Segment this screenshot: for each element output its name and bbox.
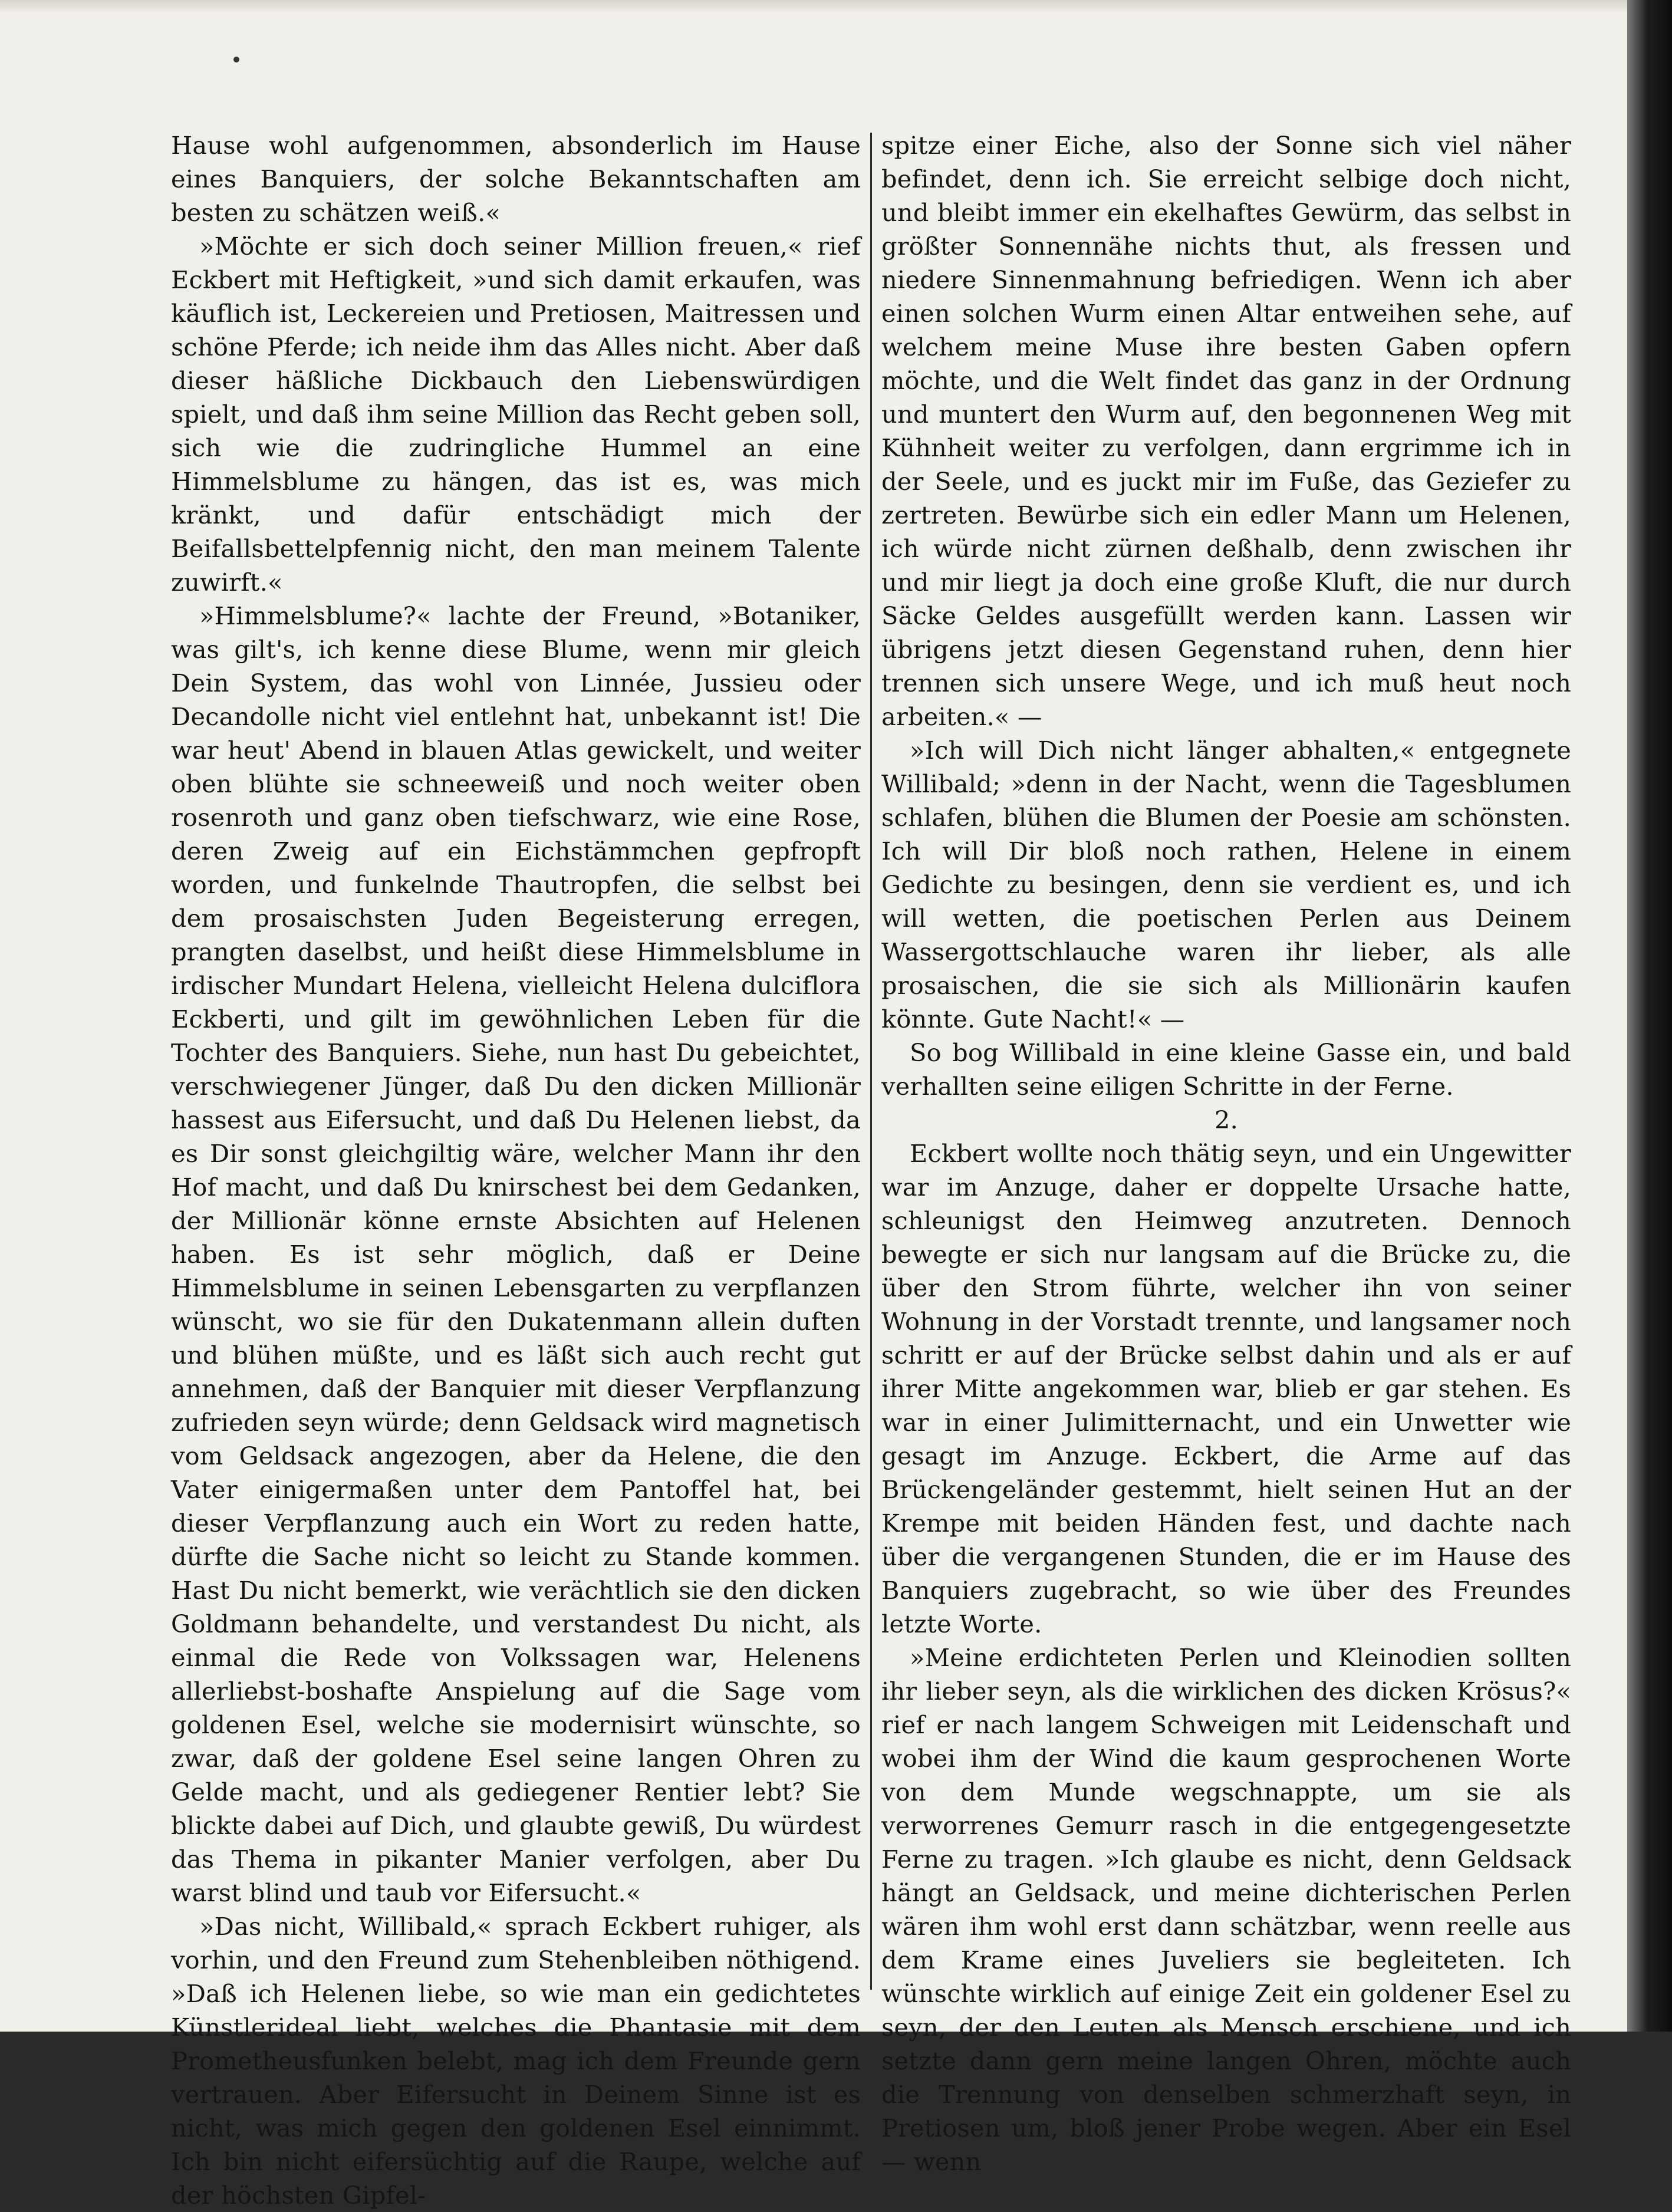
- paragraph: spitze einer Eiche, also der Sonne sich viel näher befindet, denn ich. Sie erreicht selbige doch nicht, und bleibt immer ein ekelhaftes Gewürm, das selbst in größter Sonnennähe nichts thut, als fressen und niedere Sinnenmahnung befriedigen. Wenn ich aber einen solchen Wurm einen Altar entweihen sehe, auf welchem meine Muse ihre besten Gaben opfern möchte, und die Welt findet das ganz in der Ordnung und muntert den Wurm auf, den begonnenen Weg mit Kühnheit weiter zu verfolgen, dann ergrimme ich in der Seele, und es juckt mir im Fuße, das Geziefer zu zertreten. Bewürbe sich ein edler Mann um Helenen, ich würde nicht zürnen deßhalb, denn zwischen ihr und mir liegt ja doch eine große Kluft, die nur durch Säcke Geldes ausgefüllt werden kann. Lassen wir übrigens jetzt diesen Gegenstand ruhen, denn hier trennen sich unsere Wege, und ich muß heut noch arbeiten.« —: [881, 131, 1571, 731]
- left-column: [171, 129, 861, 2210]
- paragraph: Hause wohl aufgenommen, absonderlich im Hause eines Banquiers, der solche Bekanntschaften am besten zu schätzen weiß.«: [171, 131, 861, 227]
- paragraph: So bog Willibald in eine kleine Gasse ein, und bald verhallten seine eiligen Schritte in der Ferne.: [881, 1038, 1571, 1101]
- ink-dot: [233, 57, 239, 62]
- paragraph: »Möchte er sich doch seiner Million freuen,« rief Eckbert mit Heftigkeit, »und sich damit erkaufen, was käuflich ist, Leckereien und Pretiosen, Maitressen und schöne Pferde; ich neide ihm das Alles nicht. Aber daß dieser häßliche Dickbauch den Liebenswürdigen spielt, und daß ihm seine Million das Recht geben soll, sich wie die zudringliche Hummel an eine Himmelsblume zu hängen, das ist es, was mich kränkt, und dafür entschädigt mich der Beifallsbettelpfennig nicht, den man meinem Talente zuwirft.«: [171, 232, 861, 597]
- paragraph: »Himmelsblume?« lachte der Freund, »Botaniker, was gilt's, ich kenne diese Blume, wenn mir gleich Dein System, das wohl von Linnée, Jussieu oder Decandolle nicht viel entlehnt hat, unbekannt ist! Die war heut' Abend in blauen Atlas gewickelt, und weiter oben blühte sie schneeweiß und noch weiter oben rosenroth und ganz oben tiefschwarz, wie eine Rose, deren Zweig auf ein Eichstämmchen gepfropft worden, und funkelnde Thautropfen, die selbst bei dem prosaischsten Juden Begeisterung erregen, prangten daselbst, und heißt diese Himmelsblume in irdischer Mundart Helena, vielleicht Helena dulciflora Eckberti, und gilt im gewöhnlichen Leben für die Tochter des Banquiers. Siehe, nun hast Du gebeichtet, verschwiegener Jünger, daß Du den dicken Millionär hassest aus Eifersucht, und daß Du Helenen liebst, da es Dir sonst gleichgiltig wäre, welcher Mann ihr den Hof macht, und daß Du knirschest bei dem Gedanken, der Millionär könne ernste Absichten auf Helenen haben. Es ist sehr möglich, daß er Deine Himmelsblume in seinen Lebensgarten zu verpflanzen wünscht, wo sie für den Dukatenmann allein duften und blühen müßte, und es läßt sich auch recht gut annehmen, daß der Banquier mit dieser Verpflanzung zufrieden seyn würde; denn Geldsack wird magnetisch vom Geldsack angezogen, aber da Helene, die den Vater einigermaßen unter dem Pantoffel hat, bei dieser Verpflanzung auch ein Wort zu reden hatte, dürfte die Sache nicht so leicht zu Stande kommen. Hast Du nicht bemerkt, wie verächtlich sie den dicken Goldmann behandelte, und verstandest Du nicht, als einmal die Rede von Volkssagen war, Helenens allerliebst-boshafte Anspielung auf die Sage vom goldenen Esel, welche sie modernisirt wünschte, so zwar, daß der goldene Esel seine langen Ohren zu Gelde macht, und als gediegener Rentier lebt? Sie blickte dabei auf Dich, und glaubte gewiß, Du würdest das Thema in pikanter Manier verfolgen, aber Du warst blind und taub vor Eifersucht.«: [171, 601, 861, 1907]
- paragraph: »Das nicht, Willibald,« sprach Eckbert ruhiger, als vorhin, und den Freund zum Stehenbleiben nöthigend. »Daß ich Helenen liebe, so wie man ein gedichtetes Künstlerideal liebt, welches die Phantasie mit dem Prometheusfunken belebt, mag ich dem Freunde gern vertrauen. Aber Eifersucht in Deinem Sinne ist es nicht, was mich gegen den goldenen Esel einnimmt. Ich bin nicht eifersüchtig auf die Raupe, welche auf der höchsten Gipfel-: [171, 1912, 861, 2210]
- paragraph: »Meine erdichteten Perlen und Kleinodien sollten ihr lieber seyn, als die wirklichen des dicken Krösus?« rief er nach langem Schweigen mit Leidenschaft und wobei ihm der Wind die kaum gesprochenen Worte von dem Munde wegschnappte, um sie als verworrenes Gemurr rasch in die entgegengesetzte Ferne zu tragen. »Ich glaube es nicht, denn Geldsack hängt an Geldsack, und meine dichterischen Perlen wären ihm wohl erst dann schätzbar, wenn reelle aus dem Krame eines Juveliers sie begleiteten. Ich wünschte wirklich auf einige Zeit ein goldener Esel zu seyn, der den Leuten als Mensch erschiene, und ich setzte dann gern meine langen Ohren, möchte auch die Trennung von denselben schmerzhaft seyn, in Pretiosen um, bloß jener Probe wegen. Aber ein Esel — wenn: [881, 1643, 1571, 2176]
- right-column: [881, 129, 1571, 2176]
- book-spine-shadow: [1627, 0, 1672, 2032]
- chapter-number: 2.: [1214, 1105, 1238, 1134]
- page-top-edge: [0, 0, 1627, 13]
- paragraph: Eckbert wollte noch thätig seyn, und ein Ungewitter war im Anzuge, daher er doppelte Ursache hatte, schleunigst den Heimweg anzutreten. Dennoch bewegte er sich nur langsam auf die Brücke zu, die über den Strom führte, welcher ihn von seiner Wohnung in der Vorstadt trennte, und langsamer noch schritt er auf der Brücke selbst dahin und als er auf ihrer Mitte angekommen war, blieb er gar stehen. Es war in einer Julimitternacht, und ein Unwetter wie gesagt im Anzuge. Eckbert, die Arme auf das Brückengeländer gestemmt, hielt seinen Hut an der Krempe mit beiden Händen fest, und dachte nach über die vergangenen Stunden, die er im Hause des Banquiers zugebracht, so wie über des Freundes letzte Worte.: [881, 1139, 1571, 1638]
- paragraph: »Ich will Dich nicht länger abhalten,« entgegnete Willibald; »denn in der Nacht, wenn die Tagesblumen schlafen, blühen die Blumen der Poesie am schönsten. Ich will Dir bloß noch rathen, Helene in einem Gedichte zu besingen, denn sie verdient es, und ich will wetten, die poetischen Perlen aus Deinem Wassergottschlauche waren ihr lieber, als alle prosaischen, die sie sich als Millionärin kaufen könnte. Gute Nacht!« —: [881, 736, 1571, 1033]
- column-divider: [870, 133, 872, 1990]
